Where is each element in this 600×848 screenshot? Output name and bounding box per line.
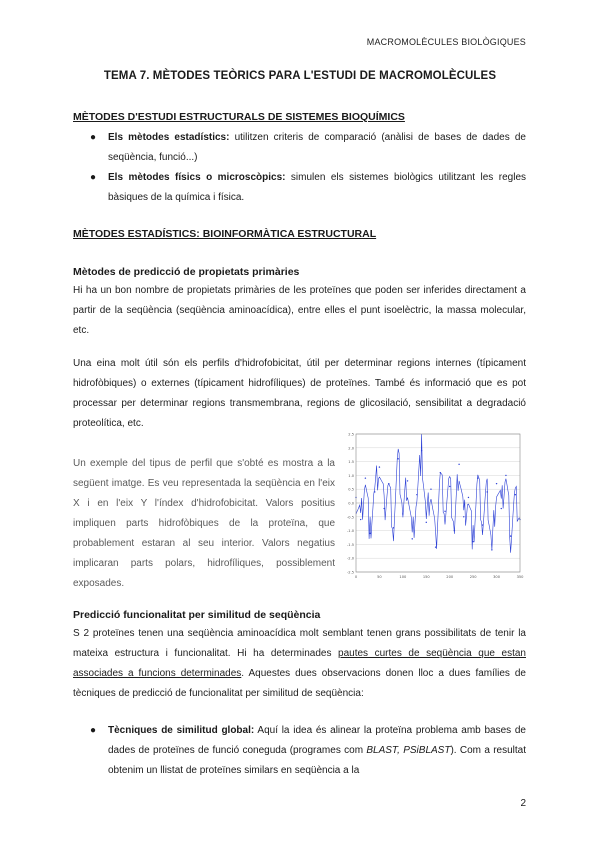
y-tick-label: 2.0 xyxy=(348,446,354,451)
hydrophobicity-plot xyxy=(340,428,526,580)
data-point xyxy=(421,450,422,451)
data-point xyxy=(440,472,441,473)
data-point xyxy=(491,549,492,550)
data-point xyxy=(501,508,502,509)
x-tick-label: 250 xyxy=(469,575,477,579)
x-tick-label: 150 xyxy=(422,575,430,579)
y-tick-label: 2.5 xyxy=(348,432,354,437)
bullet-dot-icon: ● xyxy=(90,172,97,183)
y-tick-label: -2.5 xyxy=(346,570,354,575)
bullet-text: Aquí la idea és alinear la proteïna problema amb bases de dades de proteïnes de funció coneguda (programes com xyxy=(108,725,526,756)
data-point xyxy=(393,527,394,528)
data-point xyxy=(379,466,380,467)
data-point xyxy=(383,508,384,509)
bullet-dot-icon: ● xyxy=(90,132,97,143)
paragraph-text-start: S 2 proteïnes tenen una seqüència aminoacídica molt semblant tenen grans possibilitats de tenir la mateixa estructura i funcionalitat. Hi ha determinades xyxy=(73,628,526,659)
sub-heading-functional-prediction: Predicció funcionalitat per similitud de seqüència xyxy=(73,609,321,621)
data-point xyxy=(468,497,469,498)
bullet-physical-methods xyxy=(90,168,526,208)
methods-bullet-list xyxy=(90,128,526,208)
data-point xyxy=(510,535,511,536)
x-tick-label: 50 xyxy=(377,575,382,579)
paragraph-primary-properties: Hi ha un bon nombre de propietats primàries de les proteïnes que poden ser inferides directament a partir de la seqüència (seqüència aminoacídica), entre elles el punt isoelèctric, la massa molecular, etc. xyxy=(73,285,526,336)
data-point xyxy=(482,524,483,525)
y-tick-label: 1.5 xyxy=(348,460,354,465)
data-point xyxy=(505,475,506,476)
data-point xyxy=(360,519,361,520)
data-point xyxy=(430,489,431,490)
data-point xyxy=(444,511,445,512)
bullet-term: Els mètodes estadístics: xyxy=(108,132,230,143)
data-point xyxy=(477,477,478,478)
data-point xyxy=(402,513,403,514)
data-point xyxy=(463,516,464,517)
bullet-term: Tècniques de similitud global: xyxy=(108,725,255,736)
data-point xyxy=(454,530,455,531)
program-names: BLAST, PSiBLAST xyxy=(366,745,451,756)
bullet-text: simulen els sistemes biològics utilitzant les regles bàsiques de la química i física. xyxy=(108,172,526,203)
data-point xyxy=(407,480,408,481)
data-point xyxy=(416,494,417,495)
data-point xyxy=(388,483,389,484)
page-number: 2 xyxy=(520,798,526,809)
x-tick-label: 300 xyxy=(493,575,501,579)
paragraph-hydrophobicity-profiles: Una eina molt útil són els perfils d'hidrofobicitat, útil per determinar regions internes (típicament hidrofòbiques) o externes (típicament hidrofíliques) de proteïnes. També és informació que es pot processar per determinar regions transmembrana, regions de glicosilació, sensibilitat a degradació proteolítica, etc. xyxy=(73,358,526,429)
data-point xyxy=(369,533,370,534)
document-title: TEMA 7. MÈTODES TEÒRICS PARA L'ESTUDI DE MACROMOLÈCULES xyxy=(103,70,497,82)
data-point xyxy=(397,458,398,459)
techniques-bullet-list xyxy=(90,721,526,781)
y-tick-label: 0.5 xyxy=(348,487,354,492)
data-point xyxy=(426,522,427,523)
y-tick-label: 0.0 xyxy=(348,501,354,506)
x-tick-label: 350 xyxy=(516,575,524,579)
paragraph-sequence-similarity xyxy=(73,624,526,704)
data-point xyxy=(412,538,413,539)
bullet-global-similarity xyxy=(90,721,526,781)
data-point xyxy=(487,491,488,492)
data-point xyxy=(449,486,450,487)
y-tick-label: -1.5 xyxy=(346,542,354,547)
x-tick-label: 200 xyxy=(446,575,454,579)
paragraph-profile-example: Un exemple del tipus de perfil que s'obté es mostra a la següent imatge. Es veu representada la seqüència en l'eix X i en l'eix Y l'índex d'hidrofobicitat. Valors positius impliquen parts hidrofòbiques de la proteïna, que probablement estaran al seu interior. Valors negatius implicaran parts polars, hidrofíliques, possiblement exposades. xyxy=(73,458,335,589)
data-point xyxy=(496,483,497,484)
x-tick-label: 100 xyxy=(399,575,407,579)
y-tick-label: 1.0 xyxy=(348,473,354,478)
data-point xyxy=(435,546,436,547)
data-point xyxy=(374,491,375,492)
data-point xyxy=(472,541,473,542)
data-point xyxy=(458,464,459,465)
data-point xyxy=(515,494,516,495)
data-point xyxy=(365,477,366,478)
bullet-text: utilitzen criteris de comparació (anàlisi de bases de dades de seqüència, funció...) xyxy=(108,132,526,163)
plot-background xyxy=(340,428,526,580)
sub-heading-primary-properties: Mètodes de predicció de propietats primàries xyxy=(73,266,300,278)
bullet-term: Els mètodes físics o microscòpics: xyxy=(108,172,286,183)
y-tick-label: -2.0 xyxy=(346,556,354,561)
y-tick-label: -0.5 xyxy=(346,515,354,520)
bullet-dot-icon: ● xyxy=(90,725,97,736)
bullet-text-end: ). Com a resultat obtenim un llistat de proteïnes similars en seqüència a la xyxy=(108,745,526,776)
paragraph-text-end: . Aquestes dues observacions donen lloc a dues famílies de tècniques de predicció de funcionalitat per similitud de seqüència: xyxy=(73,668,526,699)
bullet-statistical-methods xyxy=(90,128,526,168)
section-heading-statistical-methods: MÈTODES ESTADÍSTICS: BIOINFORMÀTICA ESTRUCTURAL xyxy=(73,228,377,240)
underlined-phrase: pautes curtes de seqüència que estan associades a funcions determinades xyxy=(73,648,526,679)
y-tick-label: -1.0 xyxy=(346,529,354,534)
section-heading-structural-methods: MÈTODES D'ESTUDI ESTRUCTURALS DE SISTEMES BIOQUÍMICS xyxy=(73,111,405,123)
x-tick-label: 0 xyxy=(354,575,358,579)
running-header: MACROMOLÈCULES BIOLÒGIQUES xyxy=(366,37,526,47)
